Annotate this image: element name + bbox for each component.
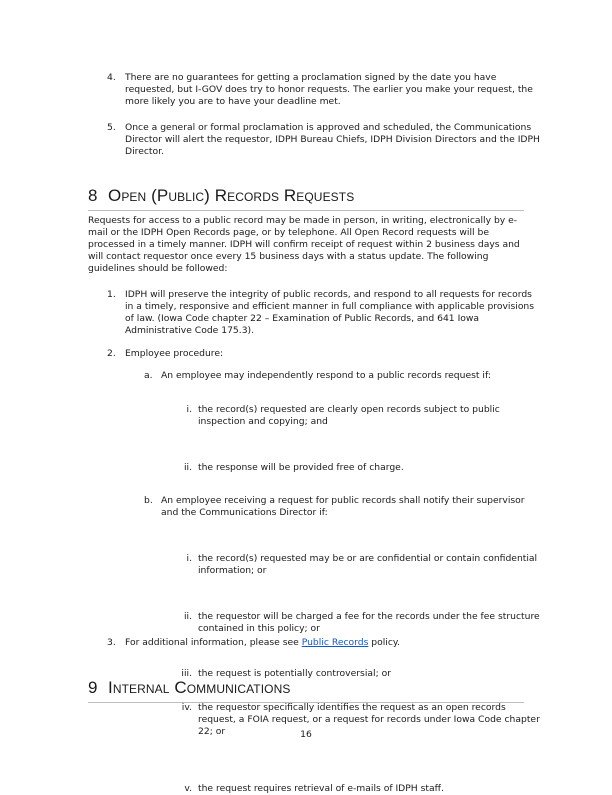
list-number: 3. (107, 637, 116, 648)
section-intro-paragraph: Requests for access to a public record may be made in person, in writing, electronically by e-mail or the IDPH Open Records page, or by telephone. All Open Record requests will be processed in a timely manner. IDPH will confirm receipt of request within 2 business days and will contact requestor once every 15 business days with a status update. The following guidelines should be followed: (88, 215, 520, 274)
list-letter: b. (144, 495, 153, 506)
list-roman: iv. (181, 702, 192, 713)
list-text-after: policy. (368, 637, 400, 648)
section-title: Internal Communications (108, 678, 291, 697)
list-number: 2. (107, 348, 116, 359)
list-item (107, 122, 545, 158)
list-text-before: For additional information, please see (125, 637, 302, 648)
list-item (176, 611, 543, 635)
list-text: the response will be provided free of charge. (198, 462, 404, 473)
list-item (144, 495, 541, 519)
section-number: 9 (88, 678, 98, 697)
list-text: the record(s) requested are clearly open records subject to public inspection and copying; and (198, 404, 500, 427)
list-text: There are no guarantees for getting a proclamation signed by the date you have requested, but I-GOV does try to honor requests. The earlier you make your request, the more likely you are to have your deadline met. (125, 72, 533, 107)
list-item (107, 289, 543, 337)
list-item (176, 553, 543, 577)
list-roman: iii. (181, 668, 192, 679)
list-item (176, 462, 543, 474)
list-text: Once a general or formal proclamation is approved and scheduled, the Communications Director will alert the requestor, IDPH Bureau Chiefs, IDPH Division Directors and the IDPH Director. (125, 122, 540, 157)
list-text: the requestor will be charged a fee for the records under the fee structure contained in this policy; or (198, 611, 540, 634)
list-text: the record(s) requested may be or are confidential or contain confidential information; or (198, 553, 538, 576)
list-text: An employee receiving a request for public records shall notify their supervisor and the Communications Director if: (161, 495, 525, 518)
section-number: 8 (88, 186, 98, 205)
list-number: 5. (107, 122, 116, 133)
list-item (107, 637, 543, 649)
list-letter: a. (144, 370, 153, 381)
list-text: Employee procedure: (125, 348, 224, 359)
list-item (176, 404, 543, 428)
list-roman: i. (186, 553, 192, 564)
list-text: the request requires retrieval of e-mails of IDPH staff. (198, 783, 444, 794)
list-roman: v. (184, 783, 192, 794)
list-item (176, 783, 543, 795)
list-text: the request is potentially controversial; or (198, 668, 391, 679)
list-number: 1. (107, 289, 116, 300)
section-heading-8 (88, 186, 524, 211)
list-number: 4. (107, 72, 116, 83)
list-roman: ii. (183, 462, 192, 473)
page-number: 16 (300, 729, 312, 740)
list-text: An employee may independently respond to a public records request if: (161, 370, 491, 381)
list-item (144, 370, 541, 382)
list-item (107, 72, 545, 108)
section-title: Open (Public) Records Requests (108, 186, 355, 205)
list-item (107, 348, 543, 360)
section-heading-9 (88, 678, 524, 703)
list-text: the requestor specifically identifies the request as an open records request, a FOIA request, or a request for records under Iowa Code chapter 22; or (198, 702, 540, 737)
list-text: IDPH will preserve the integrity of public records, and respond to all requests for records in a timely, responsive and efficient manner in full compliance with applicable provisions of law. (Iowa Code chapter 22 – Examination of Public Records, and 641 Iowa Administrative Code 175.3). (125, 289, 535, 336)
public-records-link[interactable]: Public Records (301, 637, 369, 648)
list-roman: i. (186, 404, 192, 415)
list-roman: ii. (183, 611, 192, 622)
